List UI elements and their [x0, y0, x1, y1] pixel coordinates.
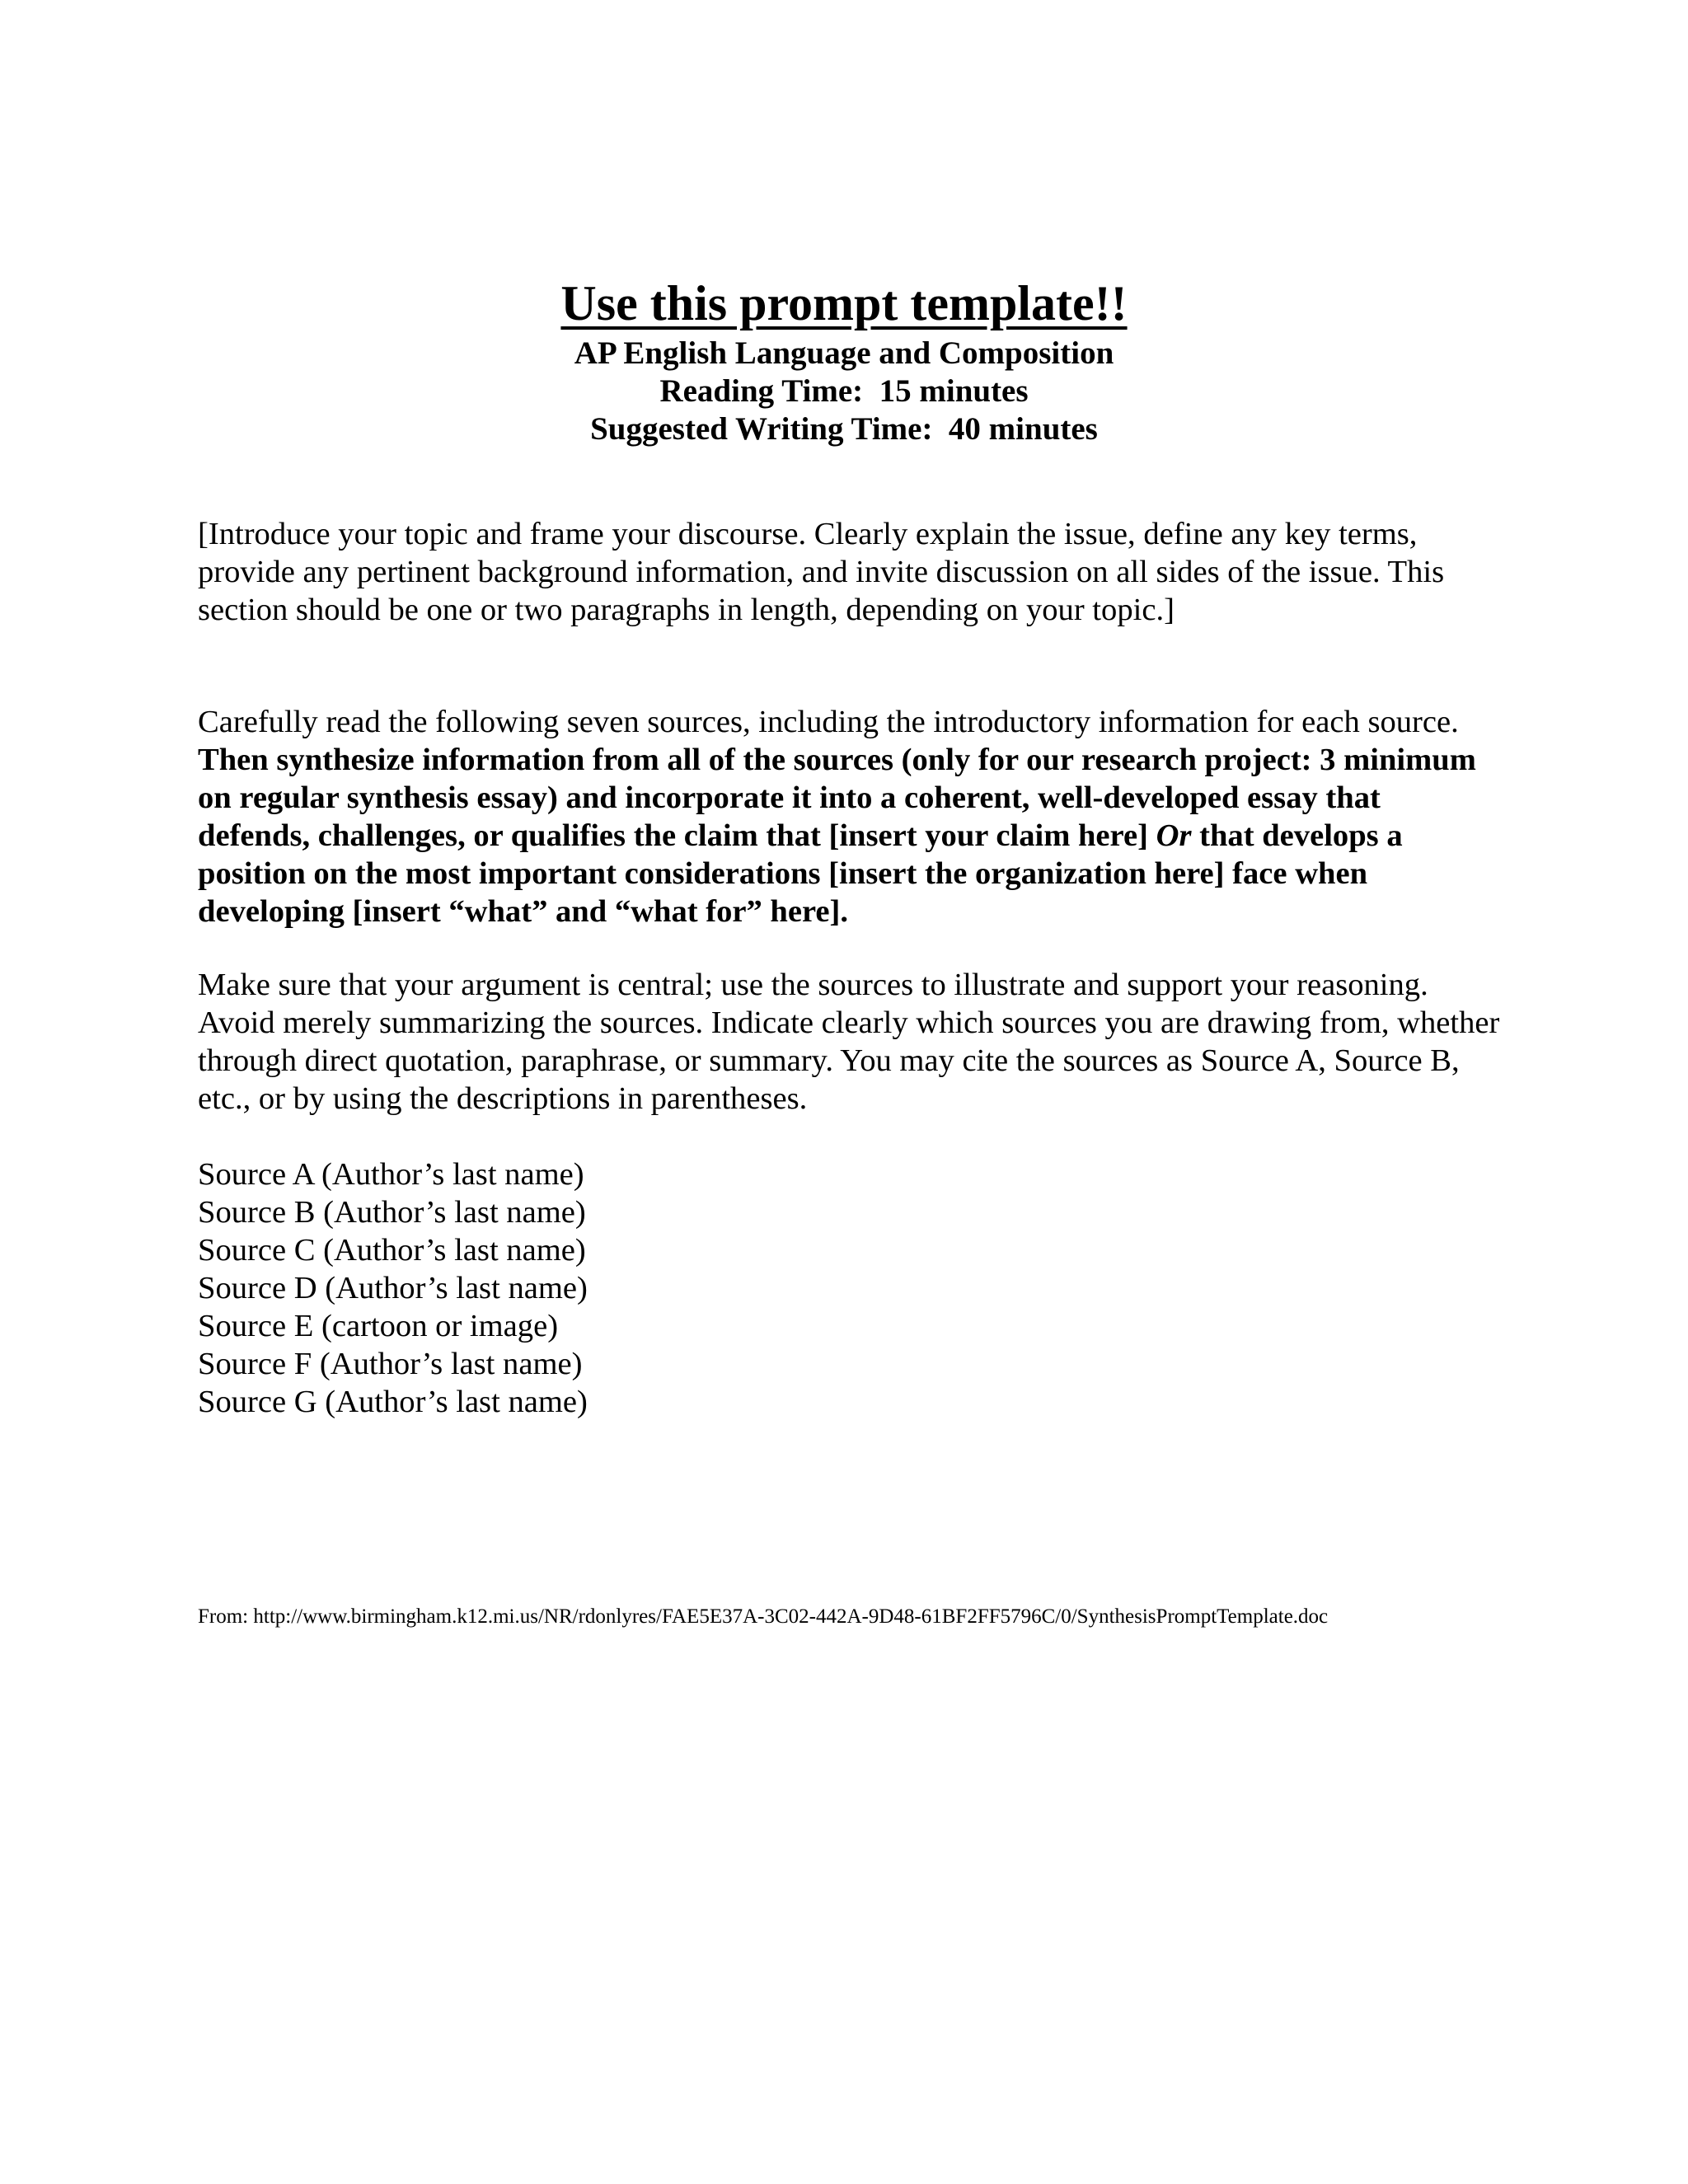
instructions-bold-2: that develops a position on the most important considerations [insert the organization here] face when developing [insert “what” and “what for” here].: [198, 818, 1403, 929]
reading-time: Reading Time: 15 minutes: [659, 373, 1029, 409]
writing-time: Suggested Writing Time: 40 minutes: [590, 411, 1098, 447]
instructions-bold-1: Then synthesize information from all of the sources (only for our research project: 3 minimum on regular synthesis essay) and incorporate it into a coherent, well-developed essay that defends, challenges, or qualifies the claim that [insert your claim here]: [198, 743, 1476, 853]
source-item: Source E (cartoon or image): [198, 1309, 559, 1343]
document-header: [0, 272, 1688, 448]
source-item: Source B (Author’s last name): [198, 1195, 586, 1230]
make-sure-paragraph: Make sure that your argument is central; use the sources to illustrate and support your reasoning. Avoid merely summarizing the sources. Indicate clearly which sources you are drawing from, whether through direct quotation, paraphrase, or summary. You may cite the sources as Source A, Source B, etc., or by using the descriptions in parentheses.: [198, 968, 1500, 1116]
instructions-paragraph: [198, 703, 1500, 930]
instructions-plain: Carefully read the following seven sources, including the introductory information for each source.: [198, 705, 1459, 739]
source-item: Source F (Author’s last name): [198, 1347, 583, 1381]
document-title: Use this prompt template!!: [560, 276, 1128, 330]
source-item: Source D (Author’s last name): [198, 1271, 588, 1305]
source-citation: From: http://www.birmingham.k12.mi.us/NR/rdonlyres/FAE5E37A-3C02-442A-9D48-61BF2FF5796C/0/SynthesisPromptTemplate.doc: [198, 1605, 1329, 1628]
source-item: Source G (Author’s last name): [198, 1385, 588, 1419]
source-list: [198, 1155, 588, 1421]
instructions-or: Or: [1156, 818, 1192, 853]
intro-paragraph: [Introduce your topic and frame your discourse. Clearly explain the issue, define any key terms, provide any pertinent background information, and invite discussion on all sides of the issue. This section should be one or two paragraphs in length, depending on your topic.]: [198, 517, 1445, 627]
source-item: Source A (Author’s last name): [198, 1157, 584, 1192]
source-item: Source C (Author’s last name): [198, 1233, 586, 1268]
course-name: AP English Language and Composition: [574, 335, 1114, 371]
